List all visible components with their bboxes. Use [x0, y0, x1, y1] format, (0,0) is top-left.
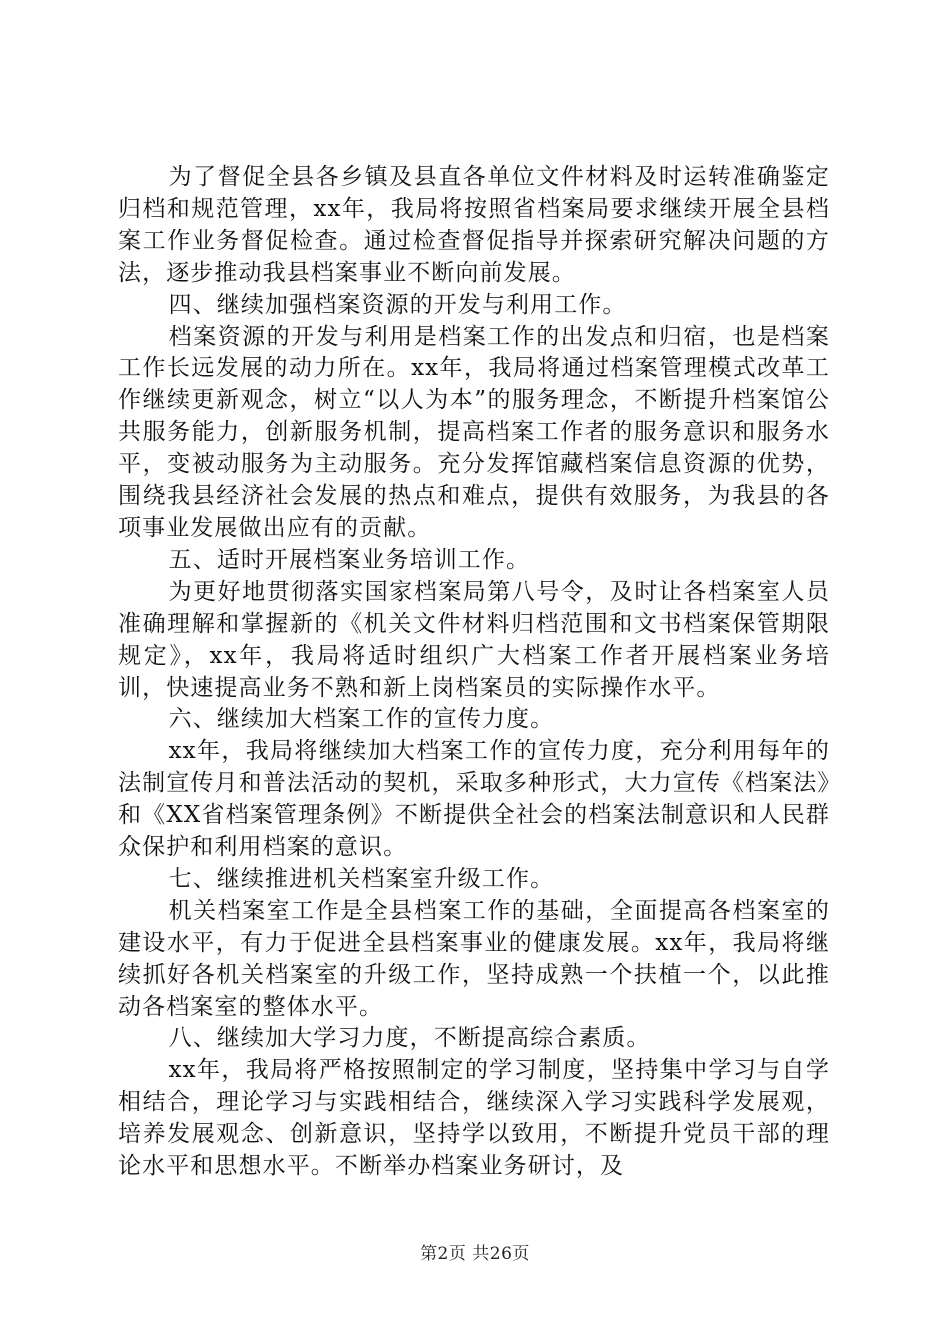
heading-section-6: 六、继续加大档案工作的宣传力度。 — [168, 706, 555, 733]
paragraph-resource-development: 档案资源的开发与利用是档案工作的出发点和归宿，也是档案工作长远发展的动力所在。xx年，我局将通过档案管理模式改革工作继续更新观念，树立“以人为本”的服务理念，不断提升档案馆公共服务能力，创新服务机制，提高档案工作者的服务意识和服务水平，变被动服务为主动服务。充分发挥馆藏档案信息资源的优势，围绕我县经济社会发展的热点和难点，提供有效服务，为我县的各项事业发展做出应有的贡献。 — [118, 323, 830, 541]
heading-section-7: 七、继续推进机关档案室升级工作。 — [168, 865, 555, 892]
page-number-footer: 第2页 共26页 — [420, 1244, 530, 1264]
paragraph-inspection: 为了督促全县各乡镇及县直各单位文件材料及时运转准确鉴定归档和规范管理，xx年，我局将按照省档案局要求继续开展全县档案工作业务督促检查。通过检查督促指导并探索研究解决问题的方法，逐步推动我县档案事业不断向前发展。 — [118, 164, 830, 286]
heading-section-8: 八、继续加大学习力度，不断提高综合素质。 — [168, 1025, 651, 1052]
paragraph-archive-upgrade: 机关档案室工作是全县档案工作的基础，全面提高各档案室的建设水平，有力于促进全县档案事业的健康发展。xx年，我局将继续抓好各机关档案室的升级工作，坚持成熟一个扶植一个，以此推动各档案室的整体水平。 — [118, 897, 830, 1020]
paragraph-study: xx年，我局将严格按照制定的学习制度，坚持集中学习与自学相结合，理论学习与实践相结合，继续深入学习实践科学发展观，培养发展观念、创新意识，坚持学以致用，不断提升党员干部的理论水平和思想水平。不断举办档案业务研讨，及 — [118, 1057, 830, 1180]
heading-section-4: 四、继续加强档案资源的开发与利用工作。 — [168, 291, 627, 318]
paragraph-training: 为更好地贯彻落实国家档案局第八号令，及时让各档案室人员准确理解和掌握新的《机关文件材料归档范围和文书档案保管期限规定》，xx年，我局将适时组织广大档案工作者开展档案业务培训，快速提高业务不熟和新上岗档案员的实际操作水平。 — [118, 578, 830, 701]
heading-section-5: 五、适时开展档案业务培训工作。 — [168, 546, 531, 573]
paragraph-publicity: xx年，我局将继续加大档案工作的宣传力度，充分利用每年的法制宣传月和普法活动的契机，采取多种形式，大力宣传《档案法》和《XX省档案管理条例》不断提供全社会的档案法制意识和人民群众保护和利用档案的意识。 — [118, 738, 830, 861]
document-body — [118, 162, 830, 1183]
